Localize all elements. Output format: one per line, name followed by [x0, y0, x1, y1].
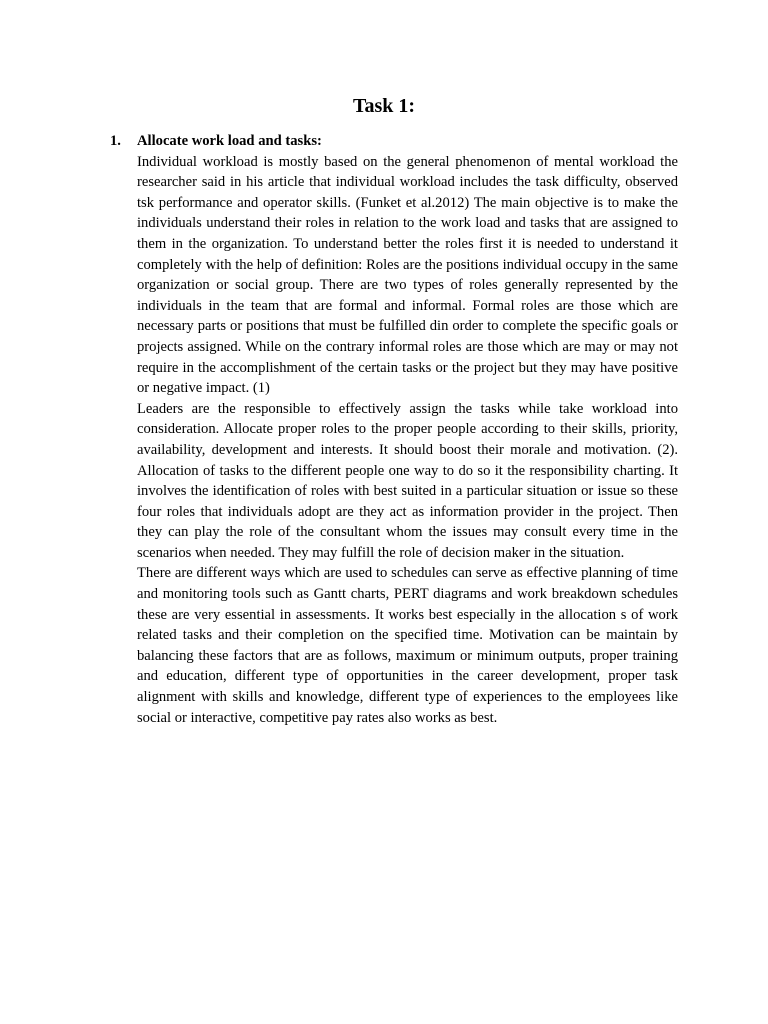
section-heading: [110, 131, 678, 152]
paragraph-leaders: Leaders are the responsible to effectively assign the tasks while take workload into consideration. Allocate proper roles to the proper people according to their skills, priority, availability, development and interests. It should boost their morale and motivation. (2). Allocation of tasks to the different people one way to do so it the responsibility charting. It involves the identification of roles with best suited in a particular situation or issue so these four roles that individuals adopt are they act as information provider in the project. Then they can play the role of the consultant whom the issues may consult every time in the scenarios when needed. They may fulfill the role of decision maker in the situation.: [137, 400, 678, 561]
paragraph-scheduling: There are different ways which are used to schedules can serve as effective planning of time and monitoring tools such as Gantt charts, PERT diagrams and work breakdown schedules these are very essential in assessments. It works best especially in the allocation s of work related tasks and their completion on the specified time. Motivation can be maintain by balancing these factors that are as follows, maximum or minimum outputs, proper training and education, different type of opportunities in the career development, proper task alignment with skills and knowledge, different type of experiences to the employees like social or interactive, competitive pay rates also works as best.: [137, 565, 678, 726]
section-heading-text: Allocate work load and tasks:: [137, 133, 322, 149]
document-title: Task 1:: [352, 95, 416, 117]
section-allocate-work-load: [110, 131, 678, 728]
section-body: [110, 152, 678, 729]
section-number: 1.: [110, 133, 121, 149]
paragraph-workload: Individual workload is mostly based on the general phenomenon of mental workload the researcher said in his article that individual workload includes the task difficulty, observed tsk performance and operator skills. (Funket et al.2012) The main objective is to make the individuals understand their roles in relation to the work load and tasks that are assigned to them in the organization. To understand better the roles first it is needed to understand it completely with the help of definition: Roles are the positions individual occupy in the same organization or social group. There are two types of roles generally represented by the individuals in the team that are formal and informal. Formal roles are those which are necessary parts or positions that must be fulfilled din order to complete the specific goals or projects assigned. While on the contrary informal roles are those which are may or may not require in the accomplishment of the certain tasks or the project but they may have positive or negative impact. (1): [137, 153, 678, 397]
